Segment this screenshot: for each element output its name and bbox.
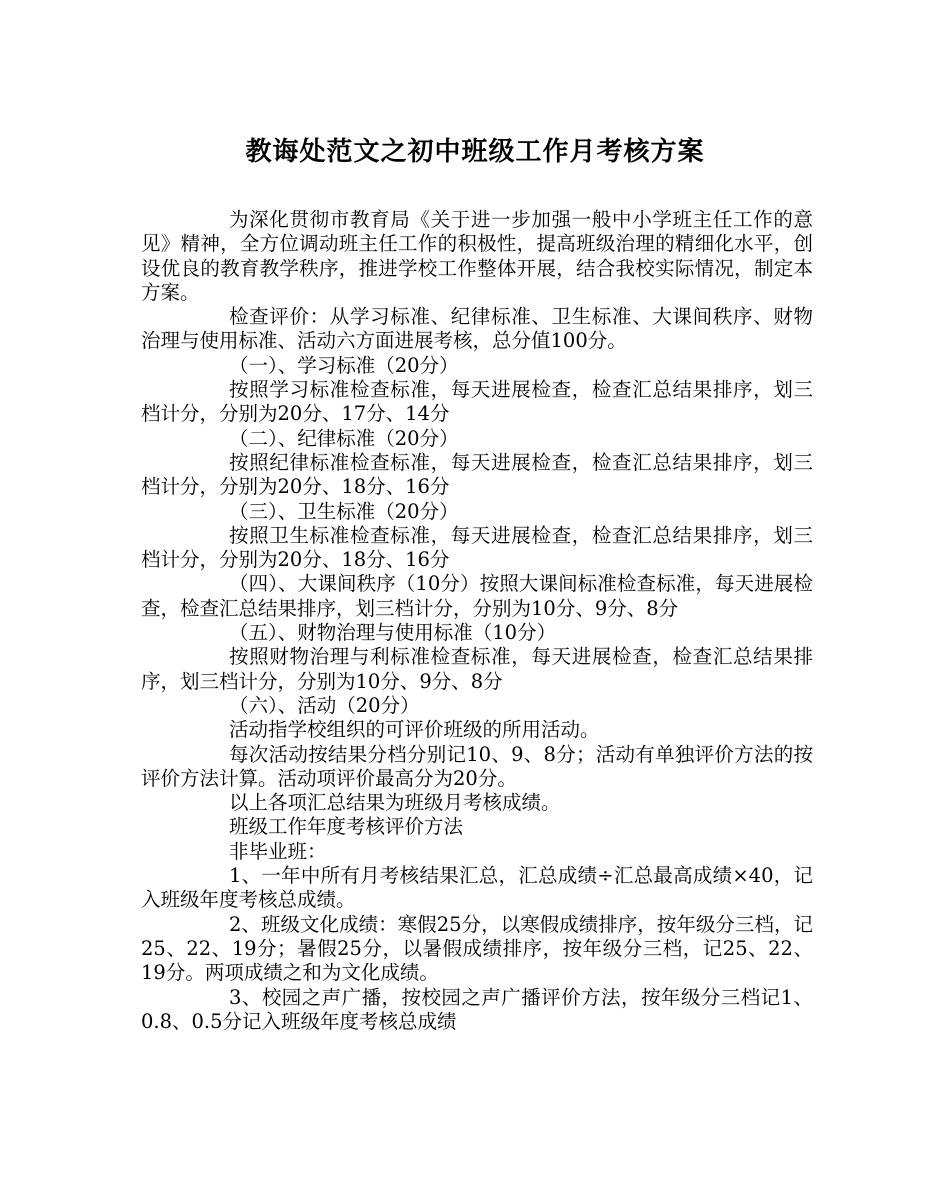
section-heading-property: （五）、财物治理与使用标准（10分）	[229, 621, 557, 645]
paragraph-property: 按照财物治理与利标准检查标准，每天进展检查，检查汇总结果排序，划三档计分，分别为10分、9分、8分	[141, 645, 813, 693]
paragraph-activity-scoring: 每次活动按结果分档分别记10、9、8分；活动有单独评价方法的按评价方法计算。活动项评价最高分为20分。	[141, 742, 813, 790]
section-heading-study: （一）、学习标准（20分）	[229, 353, 459, 377]
paragraph-hygiene: 按照卫生标准检查标准，每天进展检查，检查汇总结果排序，划三档计分，分别为20分、18分、16分	[141, 523, 813, 572]
section-heading-annual: 班级工作年度考核评价方法	[229, 815, 464, 839]
paragraph-monthly-summary: 以上各项汇总结果为班级月考核成绩。	[229, 791, 561, 815]
paragraph-break-order: （四）、大课间秩序（10分）按照大课间标准检查标准，每天进展检查，检查汇总结果排序，划三档计分，分别为10分、9分、8分	[141, 572, 813, 620]
document-title: 教诲处范文之初中班级工作月考核方案	[245, 137, 705, 167]
paragraph-annual-item-2: 2、班级文化成绩：寒假25分，以寒假成绩排序，按年级分三档，记25、22、19分；暑假25分，以暑假成绩排序，按年级分三档，记25、22、19分。两项成绩之和为文化成绩。	[141, 912, 813, 985]
paragraph-study: 按照学习标准检查标准，每天进展检查，检查汇总结果排序，划三档计分，分别为20分、17分、14分	[141, 378, 813, 426]
paragraph-intro: 为深化贯彻市教育局《关于进一步加强一般中小学班主任工作的意见》精神，全方位调动班主任工作的积极性，提高班级治理的精细化水平，创设优良的教育教学秩序，推进学校工作整体开展，结合我校实际情况，制定本方案。	[141, 208, 813, 304]
paragraph-evaluation: 检查评价：从学习标准、纪律标准、卫生标准、大课间秩序、财物治理与使用标准、活动六方面进展考核，总分值100分。	[141, 305, 813, 353]
paragraph-discipline: 按照纪律标准检查标准，每天进展检查，检查汇总结果排序，划三档计分，分别为20分、18分、16分	[141, 450, 813, 499]
paragraph-annual-item-3: 3、校园之声广播，按校园之声广播评价方法，按年级分三档记1、0.8、0.5分记入班级年度考核总成绩	[141, 985, 813, 1033]
section-heading-activity: （六）、活动（20分）	[229, 693, 420, 717]
paragraph-activity-definition: 活动指学校组织的可评价班级的所用活动。	[229, 718, 600, 742]
section-heading-discipline: （二）、纪律标准（20分）	[229, 426, 459, 450]
section-heading-non-graduating: 非毕业班：	[229, 839, 327, 863]
document-body	[141, 208, 813, 1034]
paragraph-annual-item-1: 1、一年中所有月考核结果汇总，汇总成绩÷汇总最高成绩×40，记入班级年度考核总成绩。	[141, 864, 813, 912]
section-heading-hygiene: （三）、卫生标准（20分）	[229, 499, 459, 523]
